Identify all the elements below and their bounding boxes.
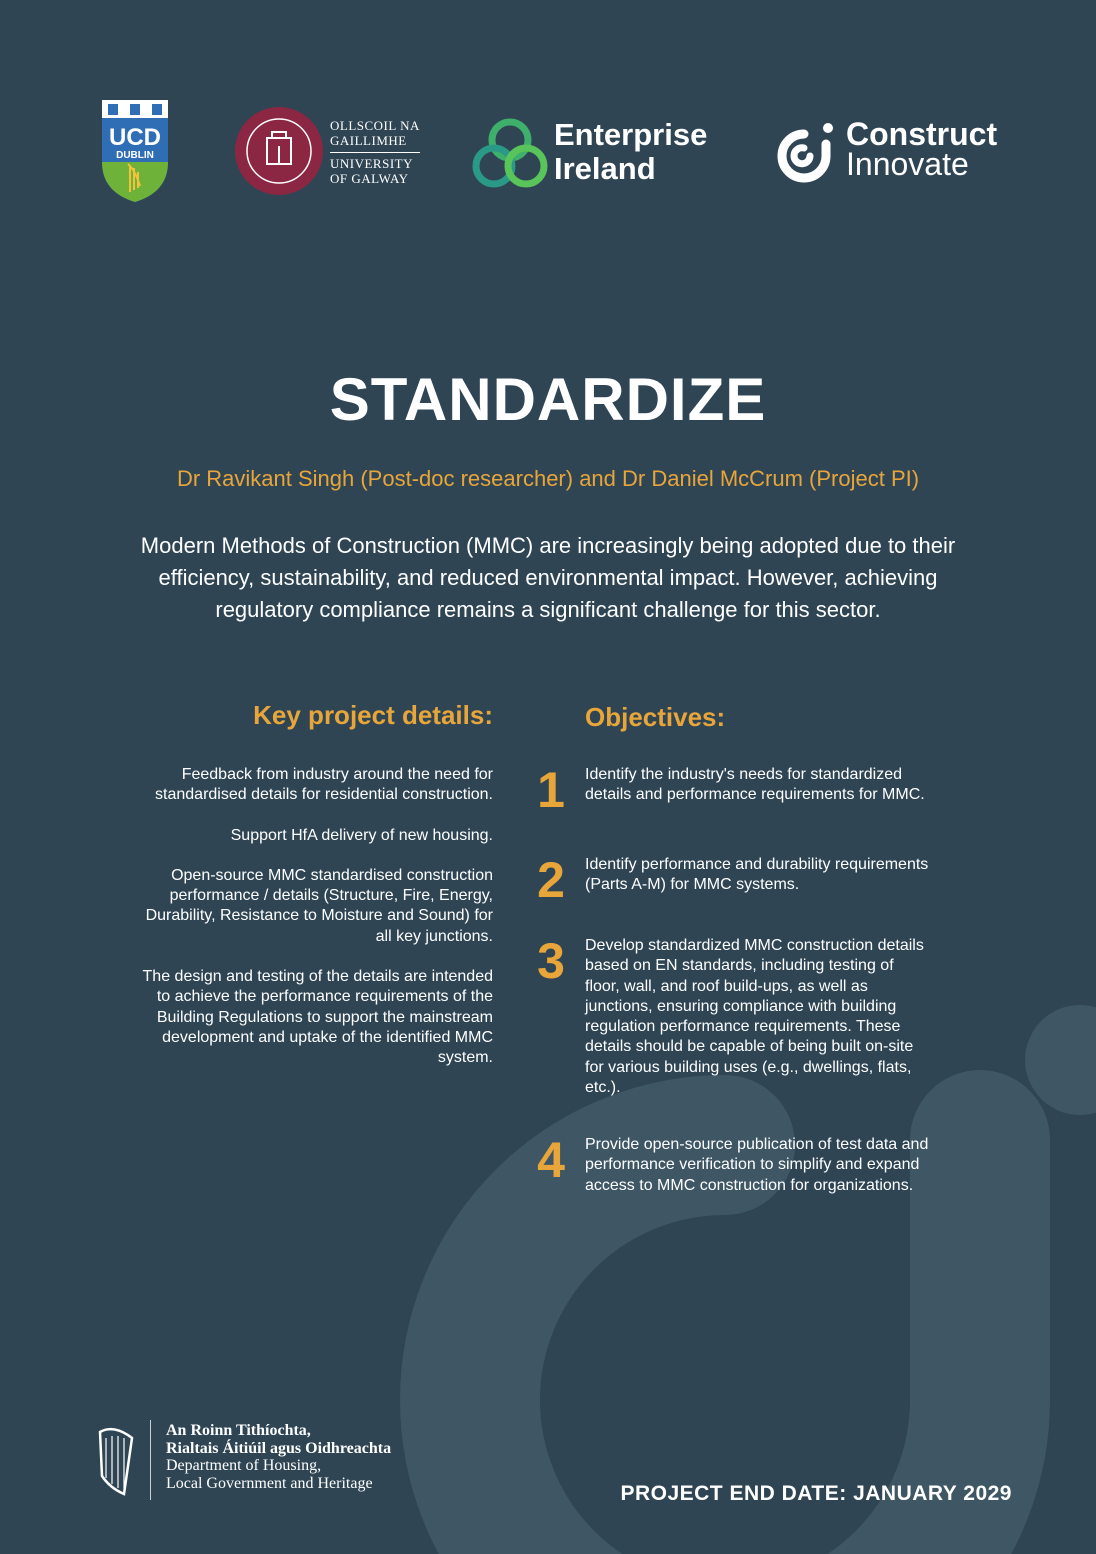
key-details-list bbox=[140, 765, 493, 1089]
key-detail-item: Support HfA delivery of new housing. bbox=[230, 826, 493, 844]
page-title: STANDARDIZE bbox=[329, 366, 767, 433]
department-logo-divider bbox=[150, 1420, 151, 1500]
authors-line: Dr Ravikant Singh (Post-doc researcher) and Dr Daniel McCrum (Project PI) bbox=[176, 466, 920, 491]
enterprise-ireland-logo-text: Enterprise Ireland bbox=[554, 117, 708, 186]
key-detail-item: Open-source MMC standardised construction performance / details (Structure, Fire, Energy, Durability, Resistance to Moisture and Sound) for all key junctions. bbox=[145, 866, 493, 945]
ucd-logo-subtext: DUBLIN bbox=[116, 150, 154, 161]
galway-logo-divider bbox=[330, 152, 420, 153]
ucd-logo-text: UCD bbox=[109, 124, 161, 151]
construct-innovate-logo bbox=[770, 116, 1030, 186]
galway-seal-icon bbox=[234, 106, 324, 196]
key-detail-item: The design and testing of the details are intended to achieve the performance requirements of the Building Regulations to support the mainstream development and uptake of the identified MMC system. bbox=[142, 968, 493, 1067]
objective-text: Develop standardized MMC construction details based on EN standards, including testing of floor, wall, and roof build-ups, as well as junctions, ensuring compliance with building regulation performance requirements. These details should be capable of being built on-site for various building uses (e.g., dwellings, flats, etc.). bbox=[585, 937, 924, 1097]
objective-number: 2 bbox=[537, 852, 565, 908]
project-end-date: PROJECT END DATE: JANUARY 2029 bbox=[620, 1482, 1012, 1505]
construct-innovate-mark-icon bbox=[770, 116, 838, 184]
construct-innovate-logo-text: Construct Innovate bbox=[846, 116, 998, 182]
key-details-heading: Key project details: bbox=[253, 700, 493, 730]
objective-number: 1 bbox=[537, 762, 565, 818]
trinity-knot-icon bbox=[472, 118, 548, 188]
enterprise-ireland-logo bbox=[472, 118, 732, 188]
key-detail-item: Feedback from industry around the need for standardised details for residential construction. bbox=[155, 766, 493, 804]
objective-text: Identify performance and durability requirements (Parts A-M) for MMC systems. bbox=[585, 856, 929, 894]
partner-logos bbox=[0, 100, 1096, 205]
objective-text: Identify the industry's needs for standardized details and performance requirements for MMC. bbox=[585, 766, 925, 804]
intro-paragraph: Modern Methods of Construction (MMC) are increasingly being adopted due to their efficiency, sustainability, and reduced environmental impact. However, achieving regulatory compliance remains a significant challenge for this sector. bbox=[140, 533, 956, 622]
galway-logo-irish: OLLSCOIL NA GAILLIMHE bbox=[330, 118, 420, 148]
department-logo-text: An Roinn Tithíochta, Rialtais Áitiúil agus Oidhreachta Department of Housing, Local Government and Heritage bbox=[166, 1422, 392, 1492]
objective-number: 4 bbox=[537, 1132, 565, 1188]
objective-text: Provide open-source publication of test data and performance verification to simplify and expand access to MMC construction for organizations. bbox=[585, 1136, 929, 1194]
objective-number: 3 bbox=[537, 933, 565, 989]
harp-icon bbox=[94, 1424, 138, 1498]
galway-logo-english: UNIVERSITY OF GALWAY bbox=[330, 156, 413, 186]
university-of-galway-logo bbox=[234, 106, 424, 196]
ucd-logo bbox=[100, 100, 170, 202]
department-of-housing-logo bbox=[92, 1420, 422, 1500]
objectives-heading: Objectives: bbox=[585, 702, 726, 732]
